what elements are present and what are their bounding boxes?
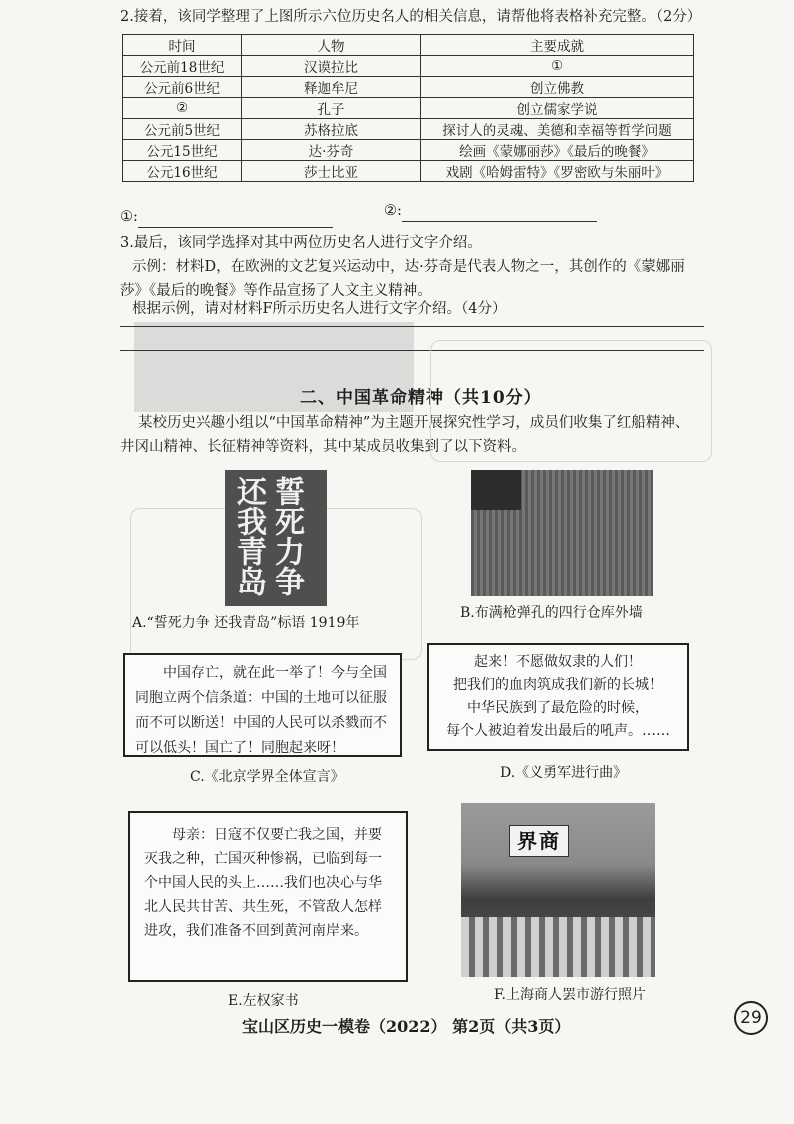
cell-achievement: 绘画《蒙娜丽莎》《最后的晚餐》 <box>421 140 694 161</box>
cell-time: 公元前6世纪 <box>123 77 242 98</box>
q3-line2: 示例：材料D，在欧洲的文艺复兴运动中，达·芬奇是代表人物之一，其创作的《蒙娜丽 <box>132 259 685 275</box>
cell-achievement: 探讨人的灵魂、美德和幸福等哲学问题 <box>421 119 694 140</box>
material-e-text: 母亲：日寇不仅要亡我之国，并要灭我之种，亡国灭种惨祸，已临到每一个中国人民的头上……我们也决心与华北人民共甘苦、共生死，不管敌人怎样进攻，我们准备不回到黄河南岸来。 <box>144 827 382 939</box>
table-row <box>123 98 694 119</box>
blank-1-line <box>138 227 333 228</box>
section-2-intro-2: 井冈山精神、长征精神等资料，其中某成员收集到了以下资料。 <box>120 439 526 455</box>
section-2-title: 二、中国革命精神（共10分） <box>300 388 542 408</box>
cell-time: 公元前5世纪 <box>123 119 242 140</box>
material-a-slogan-image <box>225 470 327 606</box>
material-c-caption: C.《北京学界全体宣言》 <box>190 769 345 785</box>
lyric-line: 中华民族到了最危险的时候， <box>467 700 649 716</box>
material-f-parade-photo <box>461 803 655 977</box>
table-row <box>123 56 694 77</box>
crowd-figures <box>461 917 655 977</box>
history-figures-table <box>122 34 694 182</box>
material-f-caption: F.上海商人罢市游行照片 <box>494 987 646 1003</box>
cell-achievement: 戏剧《哈姆雷特》《罗密欧与朱丽叶》 <box>421 161 694 182</box>
blank-1-label: ①: <box>120 209 138 225</box>
header-time: 时间 <box>123 35 242 56</box>
lyric-line: 每个人被迫着发出最后的吼声。…… <box>446 723 670 739</box>
table-row <box>123 77 694 98</box>
blank-2-label: ②: <box>384 203 402 219</box>
cell-achievement-blank: ① <box>421 56 694 77</box>
cell-time: 公元15世纪 <box>123 140 242 161</box>
material-b-wall-photo <box>471 470 653 596</box>
slogan-column-1: 誓死力争 <box>269 476 304 596</box>
cell-time-blank: ② <box>123 98 242 119</box>
table-row <box>123 140 694 161</box>
cell-achievement: 创立儒家学说 <box>421 98 694 119</box>
cell-person: 释迦牟尼 <box>242 77 421 98</box>
show-through-frame <box>430 340 712 462</box>
cell-person: 达·芬奇 <box>242 140 421 161</box>
material-e-letter-box <box>128 811 408 982</box>
header-achievement: 主要成就 <box>421 35 694 56</box>
cell-time: 公元16世纪 <box>123 161 242 182</box>
material-c-text: 中国存亡，就在此一举了！今与全国同胞立两个信条道：中国的土地可以征服而不可以断送！中国的人民可以杀戮而不可以低头！国亡了！同胞起来呀！ <box>135 665 387 756</box>
table-row <box>123 119 694 140</box>
cell-person: 汉谟拉比 <box>242 56 421 77</box>
lyric-line: 起来！不愿做奴隶的人们！ <box>474 654 642 670</box>
f-banner: 界商 <box>509 825 569 857</box>
material-d-caption: D.《义勇军进行曲》 <box>500 765 628 781</box>
lyric-line: 把我们的血肉筑成我们新的长城！ <box>453 677 663 693</box>
q3-line3: 莎》《最后的晚餐》等作品宣扬了人文主义精神。 <box>120 283 432 299</box>
material-b-caption: B.布满枪弹孔的四行仓库外墙 <box>460 605 643 621</box>
table-row <box>123 161 694 182</box>
q3-line4: 根据示例，请对材料F所示历史名人进行文字介绍。（4分） <box>132 301 507 317</box>
page-mark-circle: 29 <box>734 1001 768 1035</box>
page-footer: 宝山区历史一模卷（2022） 第2页（共3页） <box>242 1017 571 1036</box>
material-a-caption: A.“誓死力争 还我青岛”标语 1919年 <box>132 615 360 631</box>
material-c-text-box <box>123 653 402 757</box>
q2-prompt: 2.接着，该同学整理了上图所示六位历史名人的相关信息，请帮他将表格补充完整。（2分） <box>120 9 702 25</box>
cell-person: 孔子 <box>242 98 421 119</box>
cell-time: 公元前18世纪 <box>123 56 242 77</box>
blank-2-line <box>402 221 597 222</box>
header-person: 人物 <box>242 35 421 56</box>
section-2-intro-1: 某校历史兴趣小组以“中国革命精神”为主题开展探究性学习，成员们收集了红船精神、 <box>138 415 690 431</box>
table-header-row <box>123 35 694 56</box>
q3-line1: 3.最后，该同学选择对其中两位历史名人进行文字介绍。 <box>120 235 482 251</box>
material-d-lyrics-box <box>427 643 689 751</box>
answer-line-1[interactable] <box>120 326 704 327</box>
cell-achievement: 创立佛教 <box>421 77 694 98</box>
cell-person: 莎士比亚 <box>242 161 421 182</box>
answer-blank-1[interactable] <box>120 206 333 228</box>
answer-blank-2[interactable] <box>384 200 597 222</box>
material-e-caption: E.左权家书 <box>228 993 299 1009</box>
slogan-column-2: 还我青岛 <box>231 476 266 596</box>
cell-person: 苏格拉底 <box>242 119 421 140</box>
